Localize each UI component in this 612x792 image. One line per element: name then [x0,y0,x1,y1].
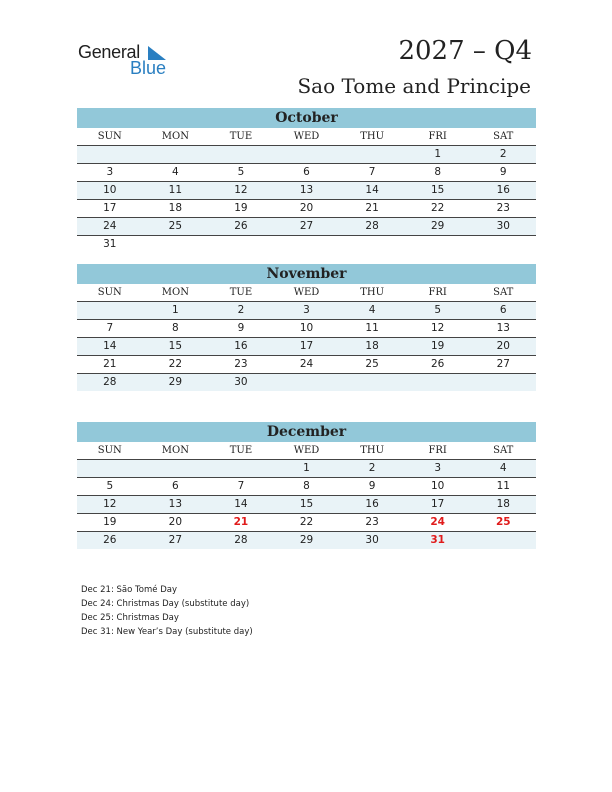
day-cell [274,146,340,163]
day-cell: 19 [430,340,445,352]
week-row [77,356,536,374]
day-cell: 30 [234,376,248,388]
day-cell: 14 [365,184,379,196]
page-title-year: 2027 – Q4 [398,36,532,66]
weekday-label: TUE [229,131,253,142]
day-cell [405,236,471,253]
weekday-label: SAT [493,445,514,456]
day-cell: 30 [496,220,510,232]
day-cell: 30 [365,534,379,546]
day-cell: 27 [299,220,314,232]
week-row [77,532,536,549]
day-cell: 17 [103,202,117,214]
weekday-label: MON [161,445,189,456]
day-cell: 6 [303,166,310,178]
week-row [77,460,536,478]
day-cell: 5 [237,166,245,178]
day-cell: 22 [430,202,445,214]
weekday-header-row [77,442,536,460]
week-row [77,200,536,218]
weekday-label: SUN [97,131,122,142]
week-row [77,302,536,320]
day-cell: 4 [172,166,179,178]
weekday-label: THU [360,131,385,142]
day-cell: 10 [430,480,445,492]
holiday-note: Dec 31: New Year’s Day (substitute day) [81,627,253,637]
day-cell: 18 [365,340,379,352]
weekday-label: MON [161,131,189,142]
day-cell: 7 [368,166,376,178]
weekday-label: THU [360,445,385,456]
weekday-label: WED [293,131,320,142]
day-cell: 20 [168,516,183,528]
day-cell: 14 [234,498,248,510]
day-cell: 29 [299,534,314,546]
logo-text-general: General [78,42,140,62]
holiday-note: Dec 21: São Tomé Day [81,585,177,595]
holiday-day-cell: 21 [233,516,249,528]
day-cell: 9 [368,480,376,492]
day-cell: 12 [430,322,445,334]
day-cell [208,236,274,253]
day-cell: 26 [103,534,117,546]
day-cell: 28 [234,534,248,546]
weekday-label: WED [293,287,320,298]
day-cell: 26 [234,220,248,232]
day-cell: 11 [168,184,183,196]
day-cell: 22 [299,516,314,528]
weekday-label: SAT [493,131,514,142]
weekday-header-row [77,284,536,302]
day-cell: 16 [496,184,510,196]
day-cell [274,374,340,391]
day-cell: 10 [299,322,314,334]
week-row [77,146,536,164]
day-cell: 3 [434,462,442,474]
day-cell: 13 [168,498,183,510]
month-calendar-december [77,422,536,549]
day-cell: 10 [103,184,117,196]
day-cell: 4 [499,462,507,474]
day-cell [77,302,143,319]
day-cell [339,146,405,163]
day-cell: 18 [496,498,510,510]
day-cell: 28 [103,376,117,388]
weekday-label: TUE [229,287,253,298]
week-row [77,496,536,514]
day-cell [470,532,536,549]
weekday-label: WED [293,445,320,456]
week-row [77,164,536,182]
day-cell: 17 [299,340,314,352]
day-cell [274,236,340,253]
day-cell: 15 [430,184,445,196]
holiday-note: Dec 25: Christmas Day [81,613,179,623]
day-cell: 3 [303,304,310,316]
weekday-label: FRI [428,131,447,142]
holiday-day-cell: 24 [430,516,445,528]
day-cell: 27 [496,358,510,370]
day-cell [470,236,536,253]
day-cell: 22 [168,358,183,370]
month-header: December [77,422,536,442]
day-cell: 13 [299,184,314,196]
day-cell: 5 [434,304,442,316]
day-cell: 11 [496,480,510,492]
holiday-day-cell: 25 [495,516,511,528]
day-cell: 31 [103,238,117,250]
holiday-notes [81,583,253,639]
day-cell: 25 [365,358,379,370]
month-header: October [77,108,536,128]
day-cell [77,460,143,477]
day-cell [208,460,274,477]
day-cell: 18 [168,202,183,214]
day-cell: 25 [168,220,183,232]
day-cell: 1 [172,304,179,316]
day-cell [405,374,471,391]
day-cell: 7 [237,480,245,492]
day-cell: 21 [103,358,117,370]
day-cell: 23 [496,202,510,214]
weekday-header-row [77,128,536,146]
day-cell: 29 [168,376,183,388]
week-row [77,218,536,236]
holiday-note: Dec 24: Christmas Day (substitute day) [81,599,250,609]
week-row [77,478,536,496]
day-cell: 23 [234,358,248,370]
day-cell: 2 [499,148,507,160]
week-row [77,236,536,253]
day-cell [339,236,405,253]
day-cell: 2 [237,304,245,316]
month-calendar-october [77,108,536,253]
logo-text-blue: Blue [130,58,167,78]
day-cell: 1 [303,462,310,474]
day-cell: 12 [234,184,248,196]
day-cell: 27 [168,534,183,546]
weekday-label: SUN [97,445,122,456]
day-cell: 16 [365,498,379,510]
day-cell: 21 [365,202,379,214]
weekday-label: SAT [493,287,514,298]
weekday-label: FRI [428,287,447,298]
weekday-label: THU [360,287,385,298]
day-cell [143,460,209,477]
day-cell: 19 [234,202,248,214]
day-cell: 23 [365,516,379,528]
holiday-day-cell: 31 [430,534,445,546]
day-cell: 15 [168,340,183,352]
weekday-label: SUN [97,287,122,298]
day-cell: 8 [303,480,310,492]
day-cell: 7 [106,322,114,334]
month-header: November [77,264,536,284]
day-cell: 8 [434,166,442,178]
weekday-label: TUE [229,445,253,456]
day-cell: 20 [496,340,510,352]
day-cell: 17 [430,498,445,510]
day-cell: 19 [103,516,117,528]
week-row [77,514,536,532]
day-cell: 28 [365,220,379,232]
day-cell [143,146,209,163]
day-cell: 24 [103,220,117,232]
week-row [77,320,536,338]
brand-logo [78,42,178,82]
week-row [77,374,536,391]
day-cell: 16 [234,340,248,352]
day-cell: 14 [103,340,117,352]
page-title-country: Sao Tome and Principe [297,74,531,98]
day-cell: 15 [299,498,314,510]
day-cell: 4 [368,304,376,316]
day-cell: 2 [368,462,376,474]
day-cell: 6 [172,480,179,492]
day-cell [470,374,536,391]
month-calendar-november [77,264,536,391]
day-cell: 5 [106,480,114,492]
day-cell: 9 [237,322,245,334]
day-cell: 3 [106,166,114,178]
week-row [77,182,536,200]
day-cell [143,236,209,253]
day-cell: 9 [499,166,507,178]
day-cell: 24 [299,358,314,370]
week-row [77,338,536,356]
day-cell: 8 [172,322,179,334]
day-cell: 20 [299,202,314,214]
weekday-label: FRI [428,445,447,456]
day-cell: 6 [499,304,507,316]
day-cell: 1 [434,148,442,160]
day-cell: 12 [103,498,117,510]
day-cell [339,374,405,391]
day-cell [77,146,143,163]
day-cell: 26 [430,358,445,370]
day-cell [208,146,274,163]
day-cell: 29 [430,220,445,232]
weekday-label: MON [161,287,189,298]
day-cell: 13 [496,322,510,334]
day-cell: 11 [365,322,379,334]
